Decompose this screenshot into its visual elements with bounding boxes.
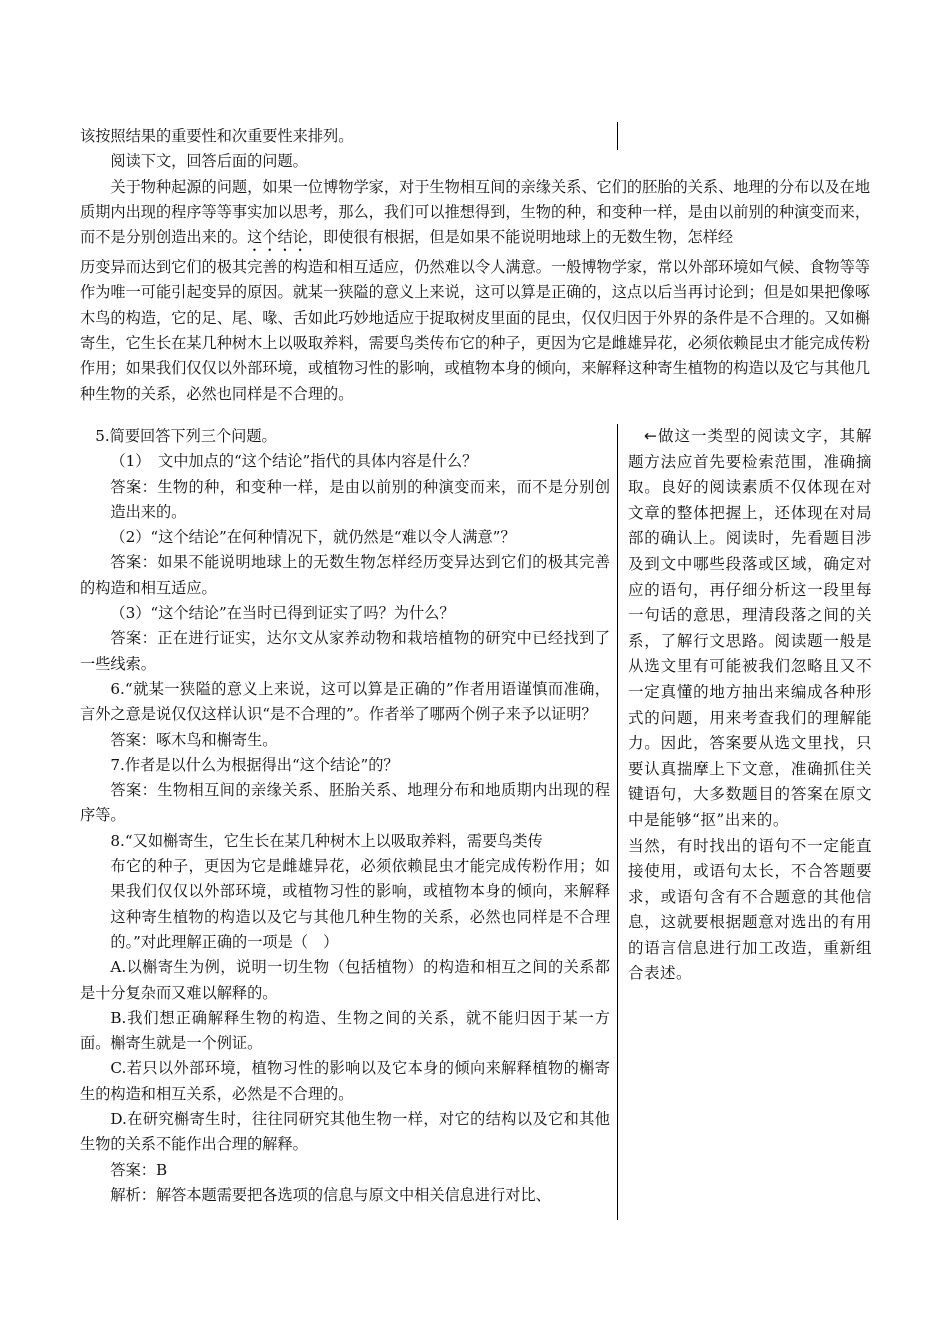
question-5-3: （3）“这个结论”在当时已得到证实了吗？为什么？: [110, 604, 455, 623]
answer-5-2: 答案：如果不能说明地球上的无数生物怎样经历变异达到它们的极其完善的构造和相互适应。: [80, 553, 610, 597]
question-5-2: （2）“这个结论”在何种情况下，就仍然是“难以令人满意”？: [110, 528, 516, 547]
option-d: D.在研究槲寄生时，往往同研究其他生物一样，对它的结构以及它和其他生物的关系不能作出合理的解释。: [80, 1110, 610, 1154]
passage-paragraph-1: [80, 175, 870, 256]
sidebar-note: [628, 424, 872, 987]
arrow-left-icon: ←: [644, 427, 658, 445]
option-a: A.以槲寄生为例，说明一切生物（包括植物）的构造和相互之间的关系都是十分复杂而又难以解释的。: [80, 958, 610, 1002]
column-divider: [617, 424, 618, 1220]
reading-instruction: 阅读下文，回答后面的问题。: [110, 152, 308, 171]
question-5: 5.简要回答下列三个问题。: [95, 427, 277, 445]
passage-text-a: 关于物种起源的问题，如果一位博物学家，对于生物相互间的亲缘关系、它们的胚胎的关系、地理的分布以及在地质期内出现的程序等等事实加以思考，那么，我们可以推想得到，生物的种，和变种一样，是由以前别的种演变而来，而不是分别创造出来的。: [80, 177, 870, 247]
answer-8: 答案：B: [110, 1160, 168, 1179]
answer-5-3: 答案：正在进行证实，达尔文从家养动物和栽培植物的研究中已经找到了一些线索。: [80, 629, 610, 673]
dotted-phrase: 这个结论: [247, 228, 308, 247]
question-7: 7.作者是以什么为根据得出“这个结论”的？: [110, 755, 399, 774]
passage-section: [80, 124, 870, 407]
questions-column: [80, 424, 610, 1208]
passage-paragraph-2: 历变异而达到它们的极其完善的构造和相互适应，仍然难以令人满意。一般博物学家，常以外部环境如气候、食物等等作为唯一可能引起变异的原因。就某一狭隘的意义上来说，这可以算是正确的，这点以后当再讨论到；但是如果把像啄木鸟的构造，它的足、尾、喙、舌如此巧妙地适应于捉取树皮里面的昆虫，仅仅归因于外界的条件是不合理的。又如槲寄生，它生长在某几种树木上以吸取养料，需要鸟类传布它的种子，更因为它是雌雄异花，必须依赖昆虫才能完成传粉作用；如果我们仅仅以外部环境，或植物习性的影响，或植物本身的倾向，来解释这种寄生植物的构造以及它与其他几种生物的关系，必然也同样是不合理的。: [80, 258, 870, 403]
answer-6: 答案：啄木鸟和槲寄生。: [110, 730, 278, 749]
note-paragraph-2: 当然，有时找出的语句不一定能直接使用，或语句太长，不合答题要求，或语句含有不合题意的其他信息，这就要根据题意对选出的有用的语言信息进行加工改造，重新组合表述。: [628, 836, 872, 983]
question-5-1: （1） 文中加点的“这个结论”指代的具体内容是什么？: [110, 452, 478, 471]
note-paragraph-1: [628, 424, 872, 834]
option-b: B.我们想正确解释生物的构造、生物之间的关系，就不能归因于某一方面。槲寄生就是一个例证。: [80, 1008, 610, 1053]
question-6: 6.“就某一狭隘的意义上来说，这可以算是正确的”作者用语谨慎而准确，言外之意是说仅仅这样认识“是不合理的”。作者举了哪两个例子来予以证明？: [80, 679, 610, 724]
answer-5-1: 答案：生物的种，和变种一样，是由以前别的种演变而来，而不是分别创造出来的。: [110, 477, 610, 521]
note-text-1: 做这一类型的阅读文字，其解题方法应首先要检索范围，准确摘取。良好的阅读素质不仅体现在对文章的整体把握上，还体现在对局部的确认上。阅读时，先看题目涉及到文中哪些段落或区域，确定对应的语句，再仔细分析这一段里每一句话的意思，理清段落之间的关系，了解行文思路。阅读题一般是从选文里有可能被我们忽略且又不一定真懂的地方抽出来编成各种形式的问题，用来考查我们的理解能力。因此，答案要从选文里找，只要认真揣摩上下文意，准确抓住关键语句，大多数题目的答案在原文中是能够“抠”出来的。: [628, 427, 872, 829]
option-c: C.若只以外部环境，植物习性的影响以及它本身的倾向来解释植物的槲寄生的构造和相互关系，必然是不合理的。: [80, 1059, 610, 1103]
question-8-head: 8.“又如槲寄生，它生长在某几种树木上以吸取养料，需要鸟类传: [110, 831, 543, 850]
answer-7: 答案：生物相互间的亲缘关系、胚胎关系、地理分布和地质期内出现的程序等。: [80, 781, 610, 825]
passage-text-b: ，即使很有根据，但是如果不能说明地球上的无数生物，怎样经: [307, 228, 734, 247]
analysis-8: 解析：解答本题需要把各选项的信息与原文中相关信息进行对比、: [110, 1185, 551, 1204]
question-8-body: 布它的种子，更因为它是雌雄异花，必须依赖昆虫才能完成传粉作用；如果我们仅仅以外部环境，或植物习性的影响，或植物本身的倾向，来解释这种寄生植物的构造以及它与其他几种生物的关系，必然也同样是不合理的。”对此理解正确的一项是（ ）: [110, 857, 610, 951]
continuation-line: 该按照结果的重要性和次重要性来排列。: [80, 127, 354, 145]
